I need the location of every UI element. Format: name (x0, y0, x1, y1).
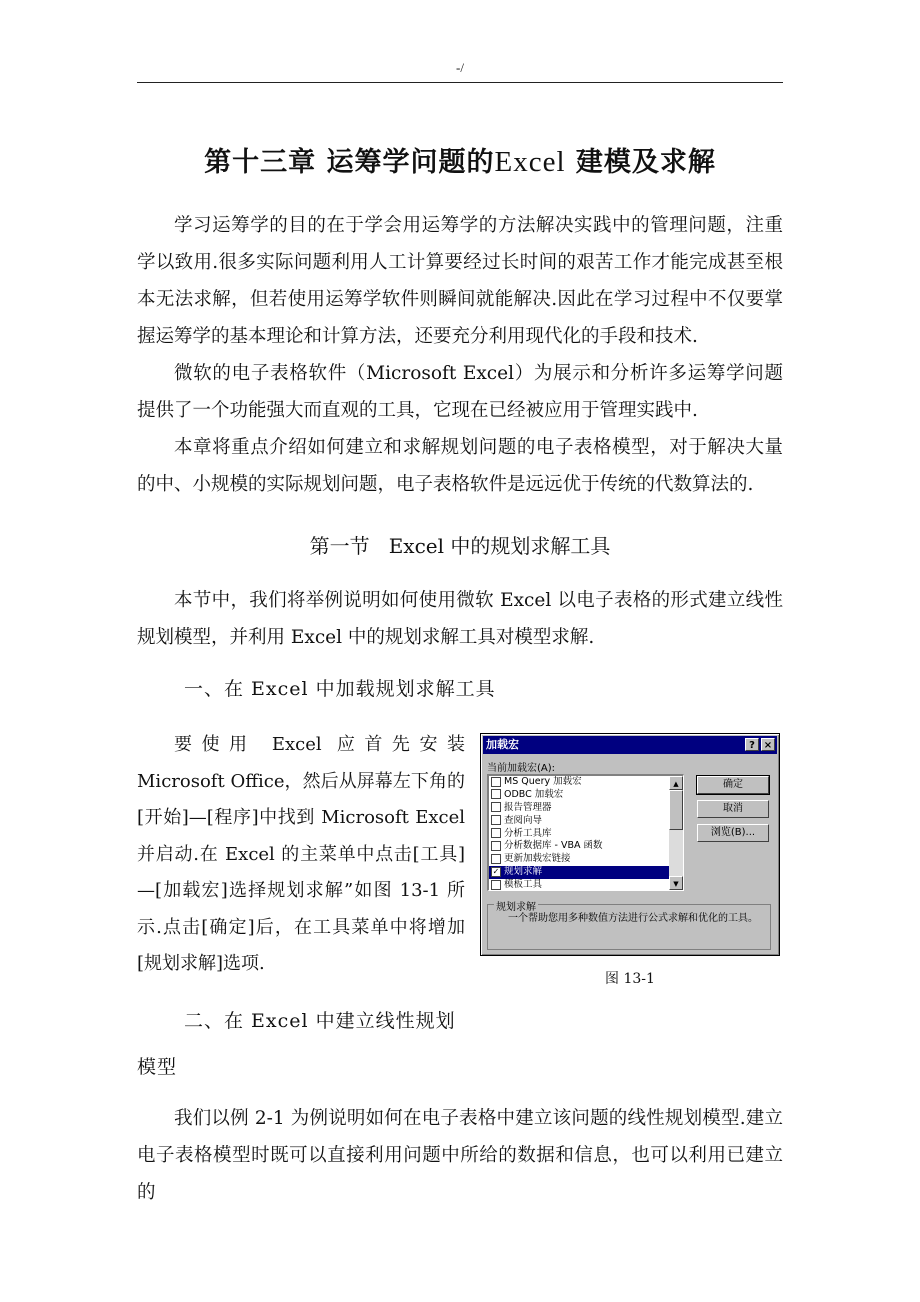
addins-dialog (480, 733, 780, 956)
scroll-thumb[interactable] (669, 790, 683, 830)
addin-list-item[interactable] (489, 815, 670, 828)
addin-label: 分析数据库 - VBA 函数 (504, 840, 603, 852)
addin-list-item[interactable] (489, 789, 670, 802)
intro-paragraph-1: 学习运筹学的目的在于学会用运筹学的方法解决实践中的管理问题，注重学以致用.很多实际问题利用人工计算要经过长时间的艰苦工作才能完成甚至根本无法求解，但若使用运筹学软件则瞬间就能解决.因此在学习过程中不仅要掌握运筹学的基本理论和计算方法，还要充分利用现代化的手段和技术. (137, 215, 783, 347)
checkbox-icon[interactable] (491, 841, 501, 851)
checkbox-icon[interactable] (491, 828, 501, 838)
addin-label: 报告管理器 (504, 801, 552, 813)
addin-label: 查阅向导 (504, 814, 543, 826)
close-button[interactable]: × (761, 738, 775, 751)
cancel-button[interactable]: 取消 (697, 800, 769, 818)
chapter-title-part2: Excel (494, 146, 566, 178)
dialog-title: 加载宏 (486, 738, 519, 751)
chapter-title-part1: 第十三章 运筹学问题的 (204, 147, 495, 178)
addin-list-item[interactable] (489, 840, 670, 853)
subsection-2-title-cont: 模型 (137, 1056, 178, 1078)
addin-list-item[interactable] (489, 776, 670, 789)
addins-list (489, 776, 670, 891)
section-title: 第一节 Excel 中的规划求解工具 (309, 534, 611, 558)
subsection-1-paragraph: 要使用 Excel 应首先安装 Microsoft Office，然后从屏幕左下角的[开始]—[程序]中找到 Microsoft Excel 并启动.在 Excel 的主菜单中点击[工具]—[加载宏]选择规划求解”如图 13-1 所示.点击[确定]后，在工具菜单中将增加[规划求解]选项. (137, 734, 465, 974)
figure-caption: 图 13-1 (605, 971, 655, 987)
checkbox-icon[interactable] (491, 777, 501, 787)
checkbox-checked-icon[interactable]: ✓ (492, 866, 500, 876)
intro-paragraph-3: 本章将重点介绍如何建立和求解规划问题的电子表格模型，对于解决大量的中、小规模的实际规划问题，电子表格软件是远远优于传统的代数算法的. (137, 437, 783, 495)
browse-button[interactable]: 浏览(B)... (697, 824, 769, 842)
checkbox-icon[interactable] (491, 789, 501, 799)
addin-list-item[interactable] (489, 879, 670, 891)
scroll-down-icon[interactable]: ▼ (669, 876, 683, 890)
group-label: 规划求解 (494, 898, 538, 913)
scroll-up-icon[interactable]: ▲ (669, 776, 683, 790)
addin-list-item[interactable] (489, 853, 670, 866)
page-header: -/ (456, 60, 464, 75)
description-groupbox (487, 904, 771, 950)
checkbox-icon[interactable] (491, 815, 501, 825)
subsection-2-title: 二、在 Excel 中建立线性规划 (184, 1010, 456, 1032)
checkbox-icon[interactable] (491, 854, 501, 864)
subsection-1-title: 一、在 Excel 中加载规划求解工具 (184, 678, 496, 700)
addins-listbox[interactable] (487, 774, 684, 891)
checkbox-icon[interactable] (491, 802, 501, 812)
ok-button[interactable]: 确定 (697, 776, 769, 794)
chapter-title (137, 140, 783, 179)
section-paragraph: 本节中，我们将举例说明如何使用微软 Excel 以电子表格的形式建立线性规划模型，并利用 Excel 中的规划求解工具对模型求解. (137, 590, 783, 648)
checkbox-icon[interactable] (491, 880, 501, 890)
addin-label: MS Query 加载宏 (504, 776, 582, 787)
addin-label: 规划求解 (504, 866, 543, 878)
addin-label: ODBC 加载宏 (504, 788, 564, 800)
list-label: 当前加载宏(A): (487, 763, 556, 774)
addin-list-item[interactable] (489, 828, 670, 841)
list-scrollbar[interactable] (669, 776, 683, 890)
subsection-2-paragraph: 我们以例 2-1 为例说明如何在电子表格中建立该问题的线性规划模型.建立电子表格模型时既可以直接利用问题中所给的数据和信息，也可以利用已建立的 (137, 1108, 783, 1203)
group-description: 一个帮助您用多种数值方法进行公式求解和优化的工具。 (508, 913, 758, 924)
addin-label: 更新加载宏链接 (504, 853, 571, 865)
addin-list-item[interactable] (489, 866, 670, 879)
intro-paragraph-2: 微软的电子表格软件（Microsoft Excel）为展示和分析许多运筹学问题提供了一个功能强大而直观的工具，它现在已经被应用于管理实践中. (137, 363, 783, 421)
header-rule (137, 82, 783, 83)
dialog-titlebar (483, 736, 777, 754)
addin-list-item[interactable] (489, 802, 670, 815)
help-button[interactable]: ? (745, 738, 759, 751)
chapter-title-part3: 建模及求解 (565, 147, 716, 178)
addin-label: 分析工具库 (504, 827, 552, 839)
addin-label: 模板工具 (504, 879, 543, 891)
